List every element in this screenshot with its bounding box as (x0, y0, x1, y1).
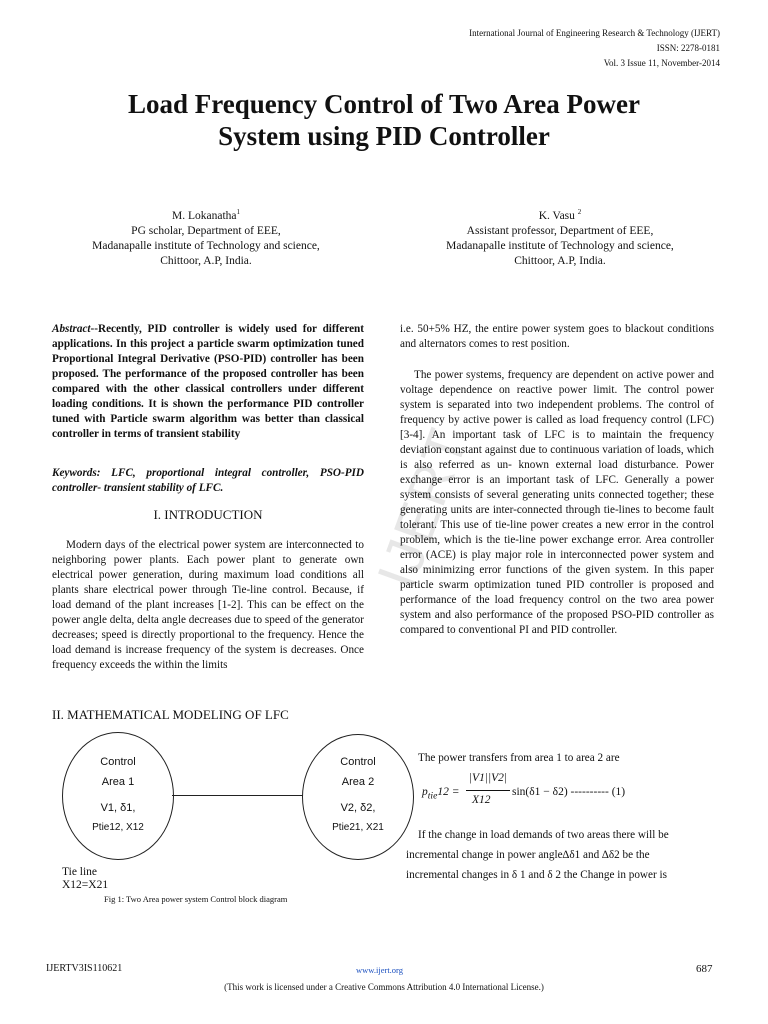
author-1-name: M. Lokanatha (171, 209, 237, 222)
journal-name: International Journal of Engineering Research & Technology (IJERT) (469, 28, 720, 38)
journal-issn: ISSN: 2278-0181 (656, 43, 720, 53)
abstract-text: --Recently, PID controller is widely used for different applications. In this project a particle swarm optimization tuned Proportional Integral Derivative (PSO-PID) controller has been proposed. The performance of the proposed controller has been compared with the other classical controllers under different loading conditions. It is shown the performance PID controller tuned with Particle swarm algorithm was better than classical controller in terms of transient stability (52, 323, 364, 440)
license-notice: (This work is licensed under a Creative Commons Attribution 4.0 International License.) (224, 982, 544, 992)
equation-1 (422, 772, 722, 816)
right-paragraph-1: The power systems, frequency are dependent on active power and voltage dependence on reactive power limit. The control power system is separated into two independent problems. The control of frequency by active power is called as load frequency control (LFC) [3-4]. An important task of LFC is to maintain the frequency deviation constant against due to continuous variation of loads, which is also referred as un- known external load disturbance. Power exchange error is an important task of LFC. Generally a power system consists of several generating units connected together; these generating units are inter-connected through tie-lines to become fault tolerant. This use of tie-line power creates a new error in the control problem, which is the tie-line power exchange error. Area controller error (ACE) is play major role in interconnected power system and also minimizing error functions of the given system. In this paper particle swarm optimization tuned PID controller is proposed and performance of the load frequency control on the two area power system and also performance of the proposed PSO-PID controller as compared to conventional PI and PID controller. (400, 369, 714, 636)
author-1-sup: 1 (236, 208, 240, 216)
right-paragraph-2-line-1: If the change in load demands of two areas there will be (418, 829, 669, 841)
intro-paragraph: Modern days of the electrical power system are interconnected to neighboring power plants. Each power plant to generate own electrical power generation, during maximum load conditions all plants share electrical power through Tie-line control. Because, if load demand of the plant increases [1-2]. This can be effect on the power angle delta, delta angle decreases due to speed of the generator decreases; speed is directly proportional to the frequency. Hence the load demand is increase frequency of the system is decreases. Once frequency exceeds the within the limits (52, 539, 364, 671)
power-transfer-text: The power transfers from area 1 to area 2 are (418, 752, 620, 764)
equation-rhs: sin(δ1 − δ2) ---------- (1) (512, 786, 626, 798)
section-introduction-heading: I. INTRODUCTION (153, 507, 263, 522)
area-2-line-3: V2, δ2, (340, 802, 376, 814)
fraction-bar (466, 790, 510, 791)
area-1-line-3: V1, δ1, (100, 802, 136, 814)
abstract (52, 322, 364, 442)
author-2-location: Chittoor, A.P, India. (514, 254, 606, 267)
area-1-line-4: Ptie12, X12 (92, 822, 144, 833)
author-1-role: PG scholar, Department of EEE, (131, 224, 281, 237)
paper-title (60, 88, 708, 152)
author-1 (46, 205, 366, 269)
two-area-diagram (62, 732, 384, 862)
title-line-1: Load Frequency Control of Two Area Power (128, 89, 640, 119)
keywords: Keywords: LFC, proportional integral controller, PSO-PID controller- transient stability of LFC. (52, 467, 364, 494)
author-2-name: K. Vasu (538, 209, 575, 222)
area-1-line-2: Area 1 (101, 776, 135, 788)
control-area-1-labels (62, 752, 174, 838)
right-paragraph-2-cont (406, 845, 722, 885)
control-area-2-labels (302, 752, 414, 838)
abstract-label: Abstract (52, 323, 91, 335)
equation-lhs-tail: 12 = (437, 786, 460, 798)
title-line-2: System using PID Controller (218, 121, 550, 151)
author-2-sup: 2 (577, 208, 582, 216)
right-paragraph-2 (418, 826, 718, 845)
area-2-line-4: Ptie21, X21 (332, 822, 384, 833)
author-2-institute: Madanapalle institute of Technology and science, (446, 239, 674, 252)
section-modeling-heading: II. MATHEMATICAL MODELING OF LFC (52, 707, 289, 722)
equation-lhs: p (422, 786, 428, 798)
equation-lhs-sub: tie (427, 790, 438, 802)
area-2-line-1: Control (340, 756, 376, 768)
journal-url-link[interactable]: www.ijert.org (356, 965, 403, 975)
author-2 (400, 205, 720, 269)
right-paragraph-0: i.e. 50+5% HZ, the entire power system goes to blackout conditions and alternators comes to rest position. (400, 323, 714, 350)
reactance-equality: X12=X21 (62, 879, 109, 891)
paper-id: IJERTV3IS110621 (46, 963, 123, 974)
right-paragraph-2-line-3: incremental changes in δ 1 and δ 2 the Change in power is (406, 869, 667, 881)
journal-volume: Vol. 3 Issue 11, November-2014 (603, 58, 720, 68)
tie-line-label (62, 866, 108, 892)
author-1-institute: Madanapalle institute of Technology and science, (92, 239, 320, 252)
author-2-role: Assistant professor, Department of EEE, (466, 224, 654, 237)
ijert-watermark: IJERT (364, 419, 481, 596)
journal-header (400, 26, 720, 71)
equation-denominator: X12 (472, 794, 491, 806)
right-paragraph-2-line-2: incremental change in power angle∆δ1 and ∆δ2 be the (406, 849, 650, 861)
tie-line-connector (172, 795, 303, 796)
page-number: 687 (696, 963, 713, 975)
area-2-line-2: Area 2 (341, 776, 375, 788)
figure-caption: Fig 1: Two Area power system Control block diagram (104, 894, 288, 904)
author-1-location: Chittoor, A.P, India. (160, 254, 252, 267)
area-1-line-1: Control (100, 756, 136, 768)
equation-numerator: |V1||V2| (468, 772, 508, 784)
tie-line-text: Tie line (62, 866, 98, 878)
